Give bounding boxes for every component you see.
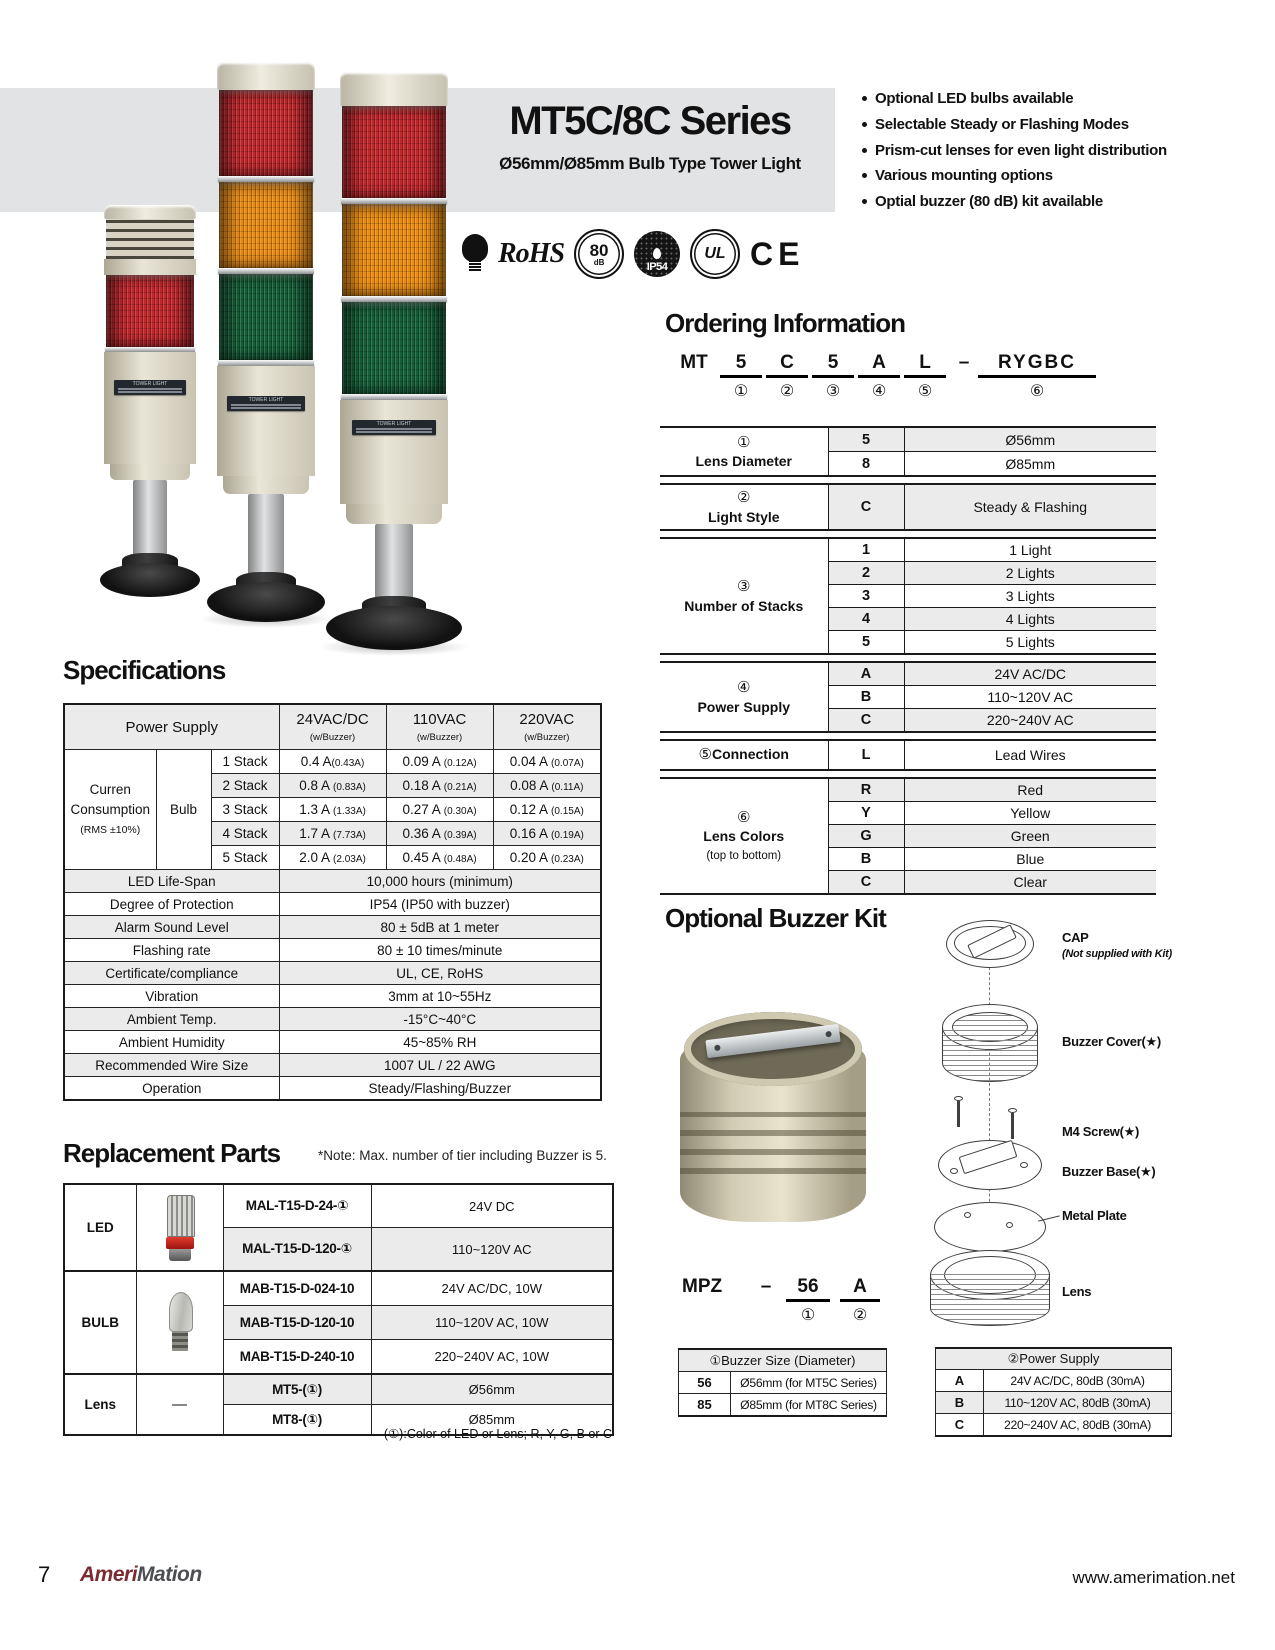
tower-neck — [346, 504, 442, 524]
ul-icon — [690, 229, 740, 279]
code-cell: A — [828, 662, 904, 686]
mpz-segment-2: A ② — [840, 1276, 880, 1325]
rohs-icon: RoHS — [498, 238, 565, 269]
tower-light-medium — [215, 62, 317, 614]
80db-icon — [574, 229, 624, 279]
desc-cell: Ø85mm — [904, 452, 1156, 477]
code-cell: 3 — [828, 585, 904, 608]
power-table-header: ②Power Supply — [936, 1348, 1172, 1370]
desc-cell: Clear — [904, 871, 1156, 895]
prop-label: Vibration — [64, 985, 279, 1008]
group-label: ③ Number of Stacks — [684, 578, 804, 614]
lens-no-image-dash: — — [136, 1374, 223, 1435]
feature-text: Optional LED bulbs available — [875, 90, 1074, 107]
table-row — [660, 740, 1156, 770]
orange-lens — [219, 182, 313, 268]
part-desc-cell: 24V DC — [371, 1184, 613, 1228]
title-block — [468, 100, 832, 174]
code-final-segment: RYGBC ⑥ — [978, 352, 1096, 401]
ce-mark-icon: CE — [750, 235, 805, 272]
bullet-icon — [862, 173, 867, 178]
part-number-cell: MT8-(①) — [223, 1405, 371, 1436]
tower-light-small — [100, 205, 200, 600]
value-cell: 0.27 A (0.30A) — [386, 798, 493, 822]
db-unit-text: dB — [593, 257, 605, 267]
group-label: ② Light Style — [707, 489, 780, 525]
code-cell: R — [828, 778, 904, 802]
table-row — [64, 1184, 613, 1228]
bullet-icon — [862, 122, 867, 127]
header-24v: 24VAC/DC (w/Buzzer) — [279, 704, 386, 750]
ordering-code-line — [668, 352, 1168, 401]
prop-value: 3mm at 10~55Hz — [279, 985, 601, 1008]
diagram-label-cap: CAP — [1062, 930, 1089, 945]
water-drop-icon — [653, 248, 661, 259]
code-cell: L — [828, 740, 904, 770]
base-shadow — [199, 610, 333, 628]
prop-value: 80 ± 5dB at 1 meter — [279, 916, 601, 939]
tower-body — [104, 352, 196, 464]
feature-text: Various mounting options — [875, 167, 1053, 185]
ordering-group-light-style — [660, 483, 1156, 531]
desc-cell: 1 Light — [904, 538, 1156, 562]
specs-section-title: Specifications — [63, 655, 226, 685]
certification-icons — [462, 222, 822, 286]
prop-value: 10,000 hours (minimum) — [279, 870, 601, 893]
code-cell: 56 — [679, 1372, 731, 1394]
category-led: LED — [64, 1184, 136, 1271]
code-cell: Y — [828, 802, 904, 825]
prop-label: Operation — [64, 1077, 279, 1101]
table-row — [64, 916, 601, 939]
part-number-cell: MT5-(①) — [223, 1374, 371, 1405]
code-cell: B — [828, 686, 904, 709]
replacement-section-title: Replacement Parts — [63, 1138, 281, 1168]
prop-value: -15°C~40°C — [279, 1008, 601, 1031]
80db-text: 80 — [589, 240, 609, 260]
m4-screw-shaft — [957, 1101, 960, 1127]
table-header-row — [679, 1349, 887, 1372]
buzzer-power-table — [935, 1347, 1172, 1437]
table-header-row — [936, 1348, 1172, 1370]
red-lens — [106, 275, 194, 347]
table-row — [936, 1370, 1172, 1392]
desc-cell: 24V AC/DC — [904, 662, 1156, 686]
stack-cell: 3 Stack — [211, 798, 279, 822]
base-hole — [1020, 1162, 1028, 1168]
diagram-label-buzzer-base: Buzzer Base(★) — [1062, 1164, 1156, 1179]
prop-label: Certificate/compliance — [64, 962, 279, 985]
prop-label: Alarm Sound Level — [64, 916, 279, 939]
code-cell: 5 — [828, 631, 904, 655]
code-cell: 2 — [828, 562, 904, 585]
page-subtitle: Ø56mm/Ø85mm Bulb Type Tower Light — [499, 154, 801, 173]
code-cell: C — [828, 871, 904, 895]
page-title: MT5C/8C Series — [509, 99, 791, 143]
mpz-dash: – — [760, 1276, 772, 1297]
desc-cell: 3 Lights — [904, 585, 1156, 608]
prop-value: UL, CE, RoHS — [279, 962, 601, 985]
code-cell: C — [828, 484, 904, 530]
code-segment-3: 5 ③ — [812, 352, 854, 401]
code-cell: A — [936, 1370, 984, 1392]
prop-label: Ambient Humidity — [64, 1031, 279, 1054]
header-110v: 110VAC (w/Buzzer) — [386, 704, 493, 750]
brand-logo-first: Ameri — [80, 1563, 138, 1586]
code-cell: C — [828, 709, 904, 733]
value-cell: 0.04 A (0.07A) — [493, 750, 601, 774]
green-lens — [342, 302, 446, 394]
part-desc-cell: Ø56mm — [371, 1374, 613, 1405]
ordering-group-lens-diameter — [660, 426, 1156, 477]
led-part-image — [136, 1184, 223, 1271]
ordering-section-title: Ordering Information — [665, 308, 905, 338]
replacement-footnote: (①):Color of LED or Lens; R, Y, G, B or C — [383, 1427, 612, 1441]
table-row — [64, 1054, 601, 1077]
desc-cell: Ø56mm (for MT5C Series) — [731, 1372, 887, 1394]
code-prefix: MT — [680, 352, 708, 373]
ordering-group-lens-colors — [660, 777, 1156, 895]
part-desc-cell: 110~120V AC, 10W — [371, 1306, 613, 1340]
code-segment-4: A ④ — [858, 352, 900, 401]
prop-label: Ambient Temp. — [64, 1008, 279, 1031]
category-bulb: BULB — [64, 1271, 136, 1374]
value-cell: 0.36 A (0.39A) — [386, 822, 493, 846]
buzzer-grooves — [680, 1112, 866, 1174]
tower-vent-cap — [106, 219, 194, 259]
group-label: ① Lens Diameter — [695, 433, 792, 470]
table-row — [936, 1414, 1172, 1437]
brand-logo — [80, 1563, 202, 1587]
buzzer-exploded-diagram — [920, 912, 1178, 1337]
table-row — [64, 939, 601, 962]
m4-screw-shaft — [1011, 1113, 1014, 1139]
diagram-label-m4-screw: M4 Screw(★) — [1062, 1124, 1139, 1139]
table-row — [64, 1271, 613, 1306]
desc-cell: Ø85mm (for MT8C Series) — [731, 1394, 887, 1417]
group-label: ⑥ Lens Colors (top to bottom) — [703, 808, 785, 863]
value-cell: 1.7 A (7.73A) — [279, 822, 386, 846]
base-shadow — [318, 638, 470, 656]
feature-item — [862, 193, 1192, 212]
ordering-group-power-supply — [660, 661, 1156, 733]
desc-cell: Steady & Flashing — [904, 484, 1156, 530]
part-desc-cell: 110~120V AC — [371, 1228, 613, 1272]
buzzer-section-title: Optional Buzzer Kit — [665, 903, 886, 933]
tower-cap — [217, 62, 315, 90]
bullet-icon — [862, 96, 867, 101]
feature-item — [862, 116, 1192, 135]
stack-cell: 1 Stack — [211, 750, 279, 774]
replacement-note: *Note: Max. number of tier including Buzzer is 5. — [318, 1148, 607, 1163]
desc-cell: Red — [904, 778, 1156, 802]
feature-item — [862, 142, 1192, 161]
diagram-label-buzzer-cover: Buzzer Cover(★) — [1062, 1034, 1161, 1049]
table-row — [64, 893, 601, 916]
red-lens — [219, 90, 313, 176]
value-cell: 0.20 A (0.23A) — [493, 846, 601, 870]
prop-value: Steady/Flashing/Buzzer — [279, 1077, 601, 1101]
code-cell: 85 — [679, 1394, 731, 1417]
part-number-cell: MAL-T15-D-120-① — [223, 1228, 371, 1272]
prop-value: 1007 UL / 22 AWG — [279, 1054, 601, 1077]
ordering-group-number-of-stacks — [660, 537, 1156, 655]
feature-text: Optial buzzer (80 dB) kit available — [875, 193, 1103, 210]
header-power-supply: Power Supply — [64, 704, 279, 750]
table-row — [660, 538, 1156, 562]
value-cell: 0.45 A (0.48A) — [386, 846, 493, 870]
table-row — [660, 778, 1156, 802]
plate-hole — [964, 1212, 971, 1218]
mounting-pole — [375, 524, 413, 602]
diagram-label-lens: Lens — [1062, 1284, 1092, 1299]
size-table-header: ①Buzzer Size (Diameter) — [679, 1349, 887, 1372]
desc-cell: 24V AC/DC, 80dB (30mA) — [984, 1370, 1172, 1392]
mounting-pole — [248, 494, 284, 576]
ul-text: UL — [704, 245, 726, 262]
metal-plate-drawing — [934, 1202, 1046, 1252]
code-dash: – — [958, 352, 970, 373]
part-number-cell: MAB-T15-D-024-10 — [223, 1271, 371, 1306]
table-row — [660, 484, 1156, 530]
value-cell: 0.16 A (0.19A) — [493, 822, 601, 846]
desc-cell: Yellow — [904, 802, 1156, 825]
part-number-cell: MAB-T15-D-240-10 — [223, 1340, 371, 1375]
table-row — [64, 1374, 613, 1405]
table-row — [64, 1008, 601, 1031]
value-cell: 1.3 A (1.33A) — [279, 798, 386, 822]
ordering-group-connection — [660, 739, 1156, 771]
diagram-label-cap-sub: (Not supplied with Kit) — [1062, 948, 1172, 960]
feature-text: Prism-cut lenses for even light distribution — [875, 141, 1167, 159]
value-cell: 0.18 A (0.21A) — [386, 774, 493, 798]
consumption-label: Curren Consumption (RMS ±10%) — [64, 750, 156, 870]
part-desc-cell: 24V AC/DC, 10W — [371, 1271, 613, 1306]
desc-cell: 4 Lights — [904, 608, 1156, 631]
mpz-segment-1: 56 ① — [786, 1276, 830, 1325]
desc-cell: 220~240V AC, 80dB (30mA) — [984, 1414, 1172, 1437]
bullet-icon — [862, 148, 867, 153]
feature-item — [862, 167, 1192, 186]
product-label: TOWER LIGHT — [227, 396, 305, 411]
buzzer-kit-photo — [678, 1008, 868, 1230]
desc-cell: 220~240V AC — [904, 709, 1156, 733]
header-220v: 220VAC (w/Buzzer) — [493, 704, 601, 750]
code-segment-5: L ⑤ — [904, 352, 946, 401]
tower-body — [217, 366, 315, 476]
code-cell: B — [936, 1392, 984, 1414]
desc-cell: Lead Wires — [904, 740, 1156, 770]
table-row — [679, 1394, 887, 1417]
desc-cell: 110~120V AC — [904, 686, 1156, 709]
tower-light-large — [338, 72, 450, 624]
prop-label: Degree of Protection — [64, 893, 279, 916]
bulb-icon — [462, 234, 488, 274]
green-lens — [219, 274, 313, 360]
table-row — [936, 1392, 1172, 1414]
specifications-table — [63, 703, 602, 1101]
product-label: TOWER LIGHT — [352, 420, 436, 435]
value-cell: 2.0 A (2.03A) — [279, 846, 386, 870]
prop-label: Flashing rate — [64, 939, 279, 962]
feature-item — [862, 90, 1192, 109]
table-row — [64, 750, 601, 774]
desc-cell: Ø56mm — [904, 427, 1156, 452]
category-lens: Lens — [64, 1374, 136, 1435]
desc-cell: Green — [904, 825, 1156, 848]
table-row — [64, 962, 601, 985]
value-cell: 0.8 A (0.83A) — [279, 774, 386, 798]
tower-neck — [110, 464, 190, 480]
diagram-label-metal-plate: Metal Plate — [1062, 1208, 1127, 1223]
table-row — [64, 1031, 601, 1054]
table-header-row — [64, 704, 601, 750]
ip54-text: IP54 — [646, 261, 668, 273]
part-desc-cell: Ø85mm — [371, 1405, 613, 1436]
code-cell: C — [936, 1414, 984, 1437]
table-row — [64, 985, 601, 1008]
value-cell: 0.4 A(0.43A) — [279, 750, 386, 774]
tower-neck — [223, 476, 309, 494]
prop-label: LED Life-Span — [64, 870, 279, 893]
plate-hole — [1006, 1222, 1013, 1228]
bullet-icon — [862, 199, 867, 204]
feature-list — [862, 90, 1192, 219]
website-url: www.amerimation.net — [1072, 1568, 1235, 1587]
mounting-pole — [133, 480, 167, 555]
desc-cell: Blue — [904, 848, 1156, 871]
code-segment-2: C ② — [766, 352, 808, 401]
bulb-part-image — [136, 1271, 223, 1374]
feature-text: Selectable Steady or Flashing Modes — [875, 115, 1129, 133]
ordering-tables — [660, 426, 1156, 901]
part-desc-cell: 220~240V AC, 10W — [371, 1340, 613, 1375]
prop-value: 45~85% RH — [279, 1031, 601, 1054]
product-label: TOWER LIGHT — [114, 380, 186, 395]
code-cell: G — [828, 825, 904, 848]
buzzer-cover-shell — [942, 1026, 1038, 1082]
desc-cell: 2 Lights — [904, 562, 1156, 585]
tower-body — [104, 259, 196, 275]
code-segment-1: 5 ① — [720, 352, 762, 401]
tower-cap — [104, 205, 196, 219]
lens-shell — [930, 1274, 1050, 1326]
tower-cap — [340, 72, 448, 106]
buzzer-size-table — [678, 1348, 887, 1417]
desc-cell: 5 Lights — [904, 631, 1156, 655]
base-hole — [950, 1168, 958, 1174]
table-row — [64, 870, 601, 893]
prop-value: IP54 (IP50 with buzzer) — [279, 893, 601, 916]
code-cell: 8 — [828, 452, 904, 477]
prop-label: Recommended Wire Size — [64, 1054, 279, 1077]
buzzer-code-line — [680, 1276, 880, 1325]
bulb-label: Bulb — [156, 750, 211, 870]
code-cell: 5 — [828, 427, 904, 452]
code-cell: 1 — [828, 538, 904, 562]
orange-lens — [342, 204, 446, 296]
part-number-cell: MAB-T15-D-120-10 — [223, 1306, 371, 1340]
mpz-prefix: MPZ — [682, 1276, 723, 1297]
table-row — [660, 662, 1156, 686]
group-label: ④ Power Supply — [697, 679, 791, 715]
desc-cell: 110~120V AC, 80dB (30mA) — [984, 1392, 1172, 1414]
part-number-cell: MAL-T15-D-24-① — [223, 1184, 371, 1228]
value-cell: 0.09 A (0.12A) — [386, 750, 493, 774]
red-lens — [342, 106, 446, 198]
tower-body — [340, 400, 448, 504]
code-cell: 4 — [828, 608, 904, 631]
table-row — [660, 427, 1156, 452]
code-cell: B — [828, 848, 904, 871]
replacement-parts-table — [63, 1183, 614, 1436]
table-row — [64, 1077, 601, 1101]
mounting-base — [100, 563, 200, 597]
stack-cell: 2 Stack — [211, 774, 279, 798]
ip54-icon — [634, 231, 680, 277]
stack-cell: 5 Stack — [211, 846, 279, 870]
brand-logo-second: Mation — [137, 1563, 202, 1586]
page-number: 7 — [38, 1562, 51, 1587]
table-row — [679, 1372, 887, 1394]
stack-cell: 4 Stack — [211, 822, 279, 846]
value-cell: 0.08 A (0.11A) — [493, 774, 601, 798]
group-label: ⑤Connection — [698, 746, 789, 764]
value-cell: 0.12 A (0.15A) — [493, 798, 601, 822]
prop-value: 80 ± 10 times/minute — [279, 939, 601, 962]
